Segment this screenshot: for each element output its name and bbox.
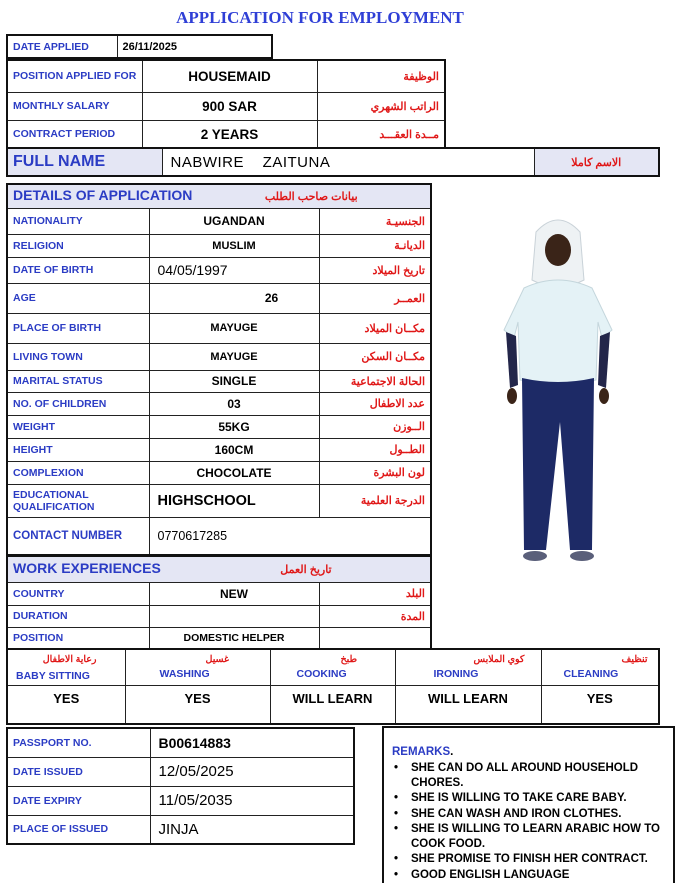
detail-value: MUSLIM (149, 234, 319, 257)
work-arabic (319, 627, 431, 649)
skill-label: BABY SITTING (16, 669, 90, 682)
position-label: POSITION APPLIED FOR (7, 60, 142, 92)
work-label: POSITION (7, 627, 149, 649)
detail-value: 04/05/1997 (149, 257, 319, 283)
detail-value: 0770617285 (149, 517, 431, 555)
skill-arabic: رعاية الاطفال (42, 654, 97, 665)
detail-label: HEIGHT (7, 438, 149, 461)
skill-header (125, 649, 270, 685)
detail-label: LIVING TOWN (7, 343, 149, 370)
work-header (7, 556, 431, 582)
work-header-label: WORK EXPERIENCES (13, 560, 161, 577)
page-title: APPLICATION FOR EMPLOYMENT (176, 8, 464, 27)
contract-label: CONTRACT PERIOD (7, 120, 142, 149)
salary-value: 900 SAR (142, 92, 317, 120)
contract-arabic: مــدة العقـــد (317, 120, 445, 149)
details-table (6, 183, 432, 556)
detail-arabic: تاريخ الميلاد (319, 257, 431, 283)
date-applied-value: 26/11/2025 (117, 35, 272, 58)
position-table (6, 59, 446, 150)
skill-label: COOKING (296, 667, 347, 680)
passport-label: DATE EXPIRY (7, 786, 150, 815)
skill-label: CLEANING (563, 667, 619, 680)
details-header-label: DETAILS OF APPLICATION (13, 187, 193, 204)
details-header (7, 184, 431, 208)
detail-value: 55KG (149, 415, 319, 438)
detail-value: 26 (149, 283, 319, 313)
salary-arabic: الراتب الشهري (317, 92, 445, 120)
salary-label: MONTHLY SALARY (7, 92, 142, 120)
detail-value: MAYUGE (149, 343, 319, 370)
full-name-value: NABWIRE ZAITUNA (162, 148, 534, 176)
detail-label: WEIGHT (7, 415, 149, 438)
passport-label: PASSPORT NO. (7, 728, 150, 757)
work-value: DOMESTIC HELPER (149, 627, 319, 649)
skill-value: YES (125, 685, 270, 724)
detail-value: UGANDAN (149, 208, 319, 234)
detail-arabic: الجنسيـة (319, 208, 431, 234)
detail-arabic: مكــان السكن (319, 343, 431, 370)
detail-arabic: الدرجة العلمية (319, 484, 431, 517)
details-header-arabic: بيانات صاحب الطلب (264, 191, 358, 204)
full-name-arabic: الاسم كاملا (534, 148, 659, 176)
date-applied-table (6, 34, 273, 59)
detail-value: 03 (149, 392, 319, 415)
person-figure (504, 220, 612, 561)
full-name-table (6, 147, 660, 177)
position-value-text: HOUSEMAID (188, 68, 271, 84)
detail-label: NO. OF CHILDREN (7, 392, 149, 415)
skill-header (541, 649, 659, 685)
detail-value: SINGLE (149, 370, 319, 392)
passport-value: JINJA (150, 815, 354, 844)
contract-value: 2 YEARS (142, 120, 317, 149)
work-label: DURATION (7, 605, 149, 627)
detail-arabic: الطــول (319, 438, 431, 461)
work-value: NEW (149, 582, 319, 605)
remarks-item: • SHE CAN DO ALL AROUND HOUSEHOLD CHORES. (392, 761, 663, 790)
remarks-list (392, 761, 663, 882)
detail-arabic: الــوزن (319, 415, 431, 438)
passport-value: 12/05/2025 (150, 757, 354, 786)
full-name-label: FULL NAME (7, 148, 162, 176)
work-arabic: المدة (319, 605, 431, 627)
position-arabic: الوظيفة (317, 60, 445, 92)
detail-label: CONTACT NUMBER (7, 517, 149, 555)
remarks-item: • SHE CAN WASH AND IRON CLOTHES. (392, 807, 663, 822)
remarks-item: • SHE PROMISE TO FINISH HER CONTRACT. (392, 852, 663, 867)
detail-arabic: الديانـة (319, 234, 431, 257)
skill-header (395, 649, 541, 685)
detail-label: MARITAL STATUS (7, 370, 149, 392)
work-label: COUNTRY (7, 582, 149, 605)
remarks-item: • GOOD ENGLISH LANGUAGE (392, 868, 663, 883)
passport-value: 11/05/2035 (150, 786, 354, 815)
skills-table (6, 648, 660, 725)
work-value (149, 605, 319, 627)
detail-label: NATIONALITY (7, 208, 149, 234)
skill-value: YES (541, 685, 659, 724)
passport-value: B00614883 (150, 728, 354, 757)
skill-arabic: تنظيف (621, 654, 648, 665)
detail-arabic: مكــان الميلاد (319, 313, 431, 343)
remarks-item: • SHE IS WILLING TO LEARN ARABIC HOW TO COOK FOOD. (392, 822, 663, 851)
skill-value: YES (7, 685, 125, 724)
skill-label: WASHING (159, 667, 210, 680)
detail-label: DATE OF BIRTH (7, 257, 149, 283)
detail-label: COMPLEXION (7, 461, 149, 484)
detail-value: HIGHSCHOOL (149, 484, 319, 517)
detail-value: MAYUGE (149, 313, 319, 343)
passport-label: DATE ISSUED (7, 757, 150, 786)
detail-arabic: عدد الاطفال (319, 392, 431, 415)
detail-label: RELIGION (7, 234, 149, 257)
skill-header (7, 649, 125, 685)
detail-label: AGE (7, 283, 149, 313)
detail-arabic: الحالة الاجتماعية (319, 370, 431, 392)
position-value (142, 60, 317, 92)
remarks-title: REMARKS. (392, 746, 454, 758)
skill-arabic: كوي الملابس (473, 654, 525, 665)
detail-label: EDUCATIONAL QUALIFICATION (7, 484, 149, 517)
skill-arabic: غسيل (205, 654, 230, 665)
date-applied-label: DATE APPLIED (7, 35, 117, 58)
detail-value: 160CM (149, 438, 319, 461)
skill-header (270, 649, 395, 685)
skill-value: WILL LEARN (270, 685, 395, 724)
work-arabic: البلد (319, 582, 431, 605)
applicant-photo (498, 210, 618, 570)
passport-label: PLACE OF ISSUED (7, 815, 150, 844)
skill-arabic: طبخ (340, 654, 358, 665)
remarks-box (382, 726, 675, 883)
skill-value: WILL LEARN (395, 685, 541, 724)
skill-label: IRONING (433, 667, 479, 680)
detail-label: PLACE OF BIRTH (7, 313, 149, 343)
remarks-title-text: REMARKS (392, 746, 451, 758)
detail-value: CHOCOLATE (149, 461, 319, 484)
work-header-arabic: تاريخ العمل (280, 564, 332, 577)
remarks-item: • SHE IS WILLING TO TAKE CARE BABY. (392, 791, 663, 806)
passport-table (6, 727, 355, 845)
work-table (6, 555, 432, 650)
detail-arabic: العمــر (319, 283, 431, 313)
detail-arabic: لون البشرة (319, 461, 431, 484)
